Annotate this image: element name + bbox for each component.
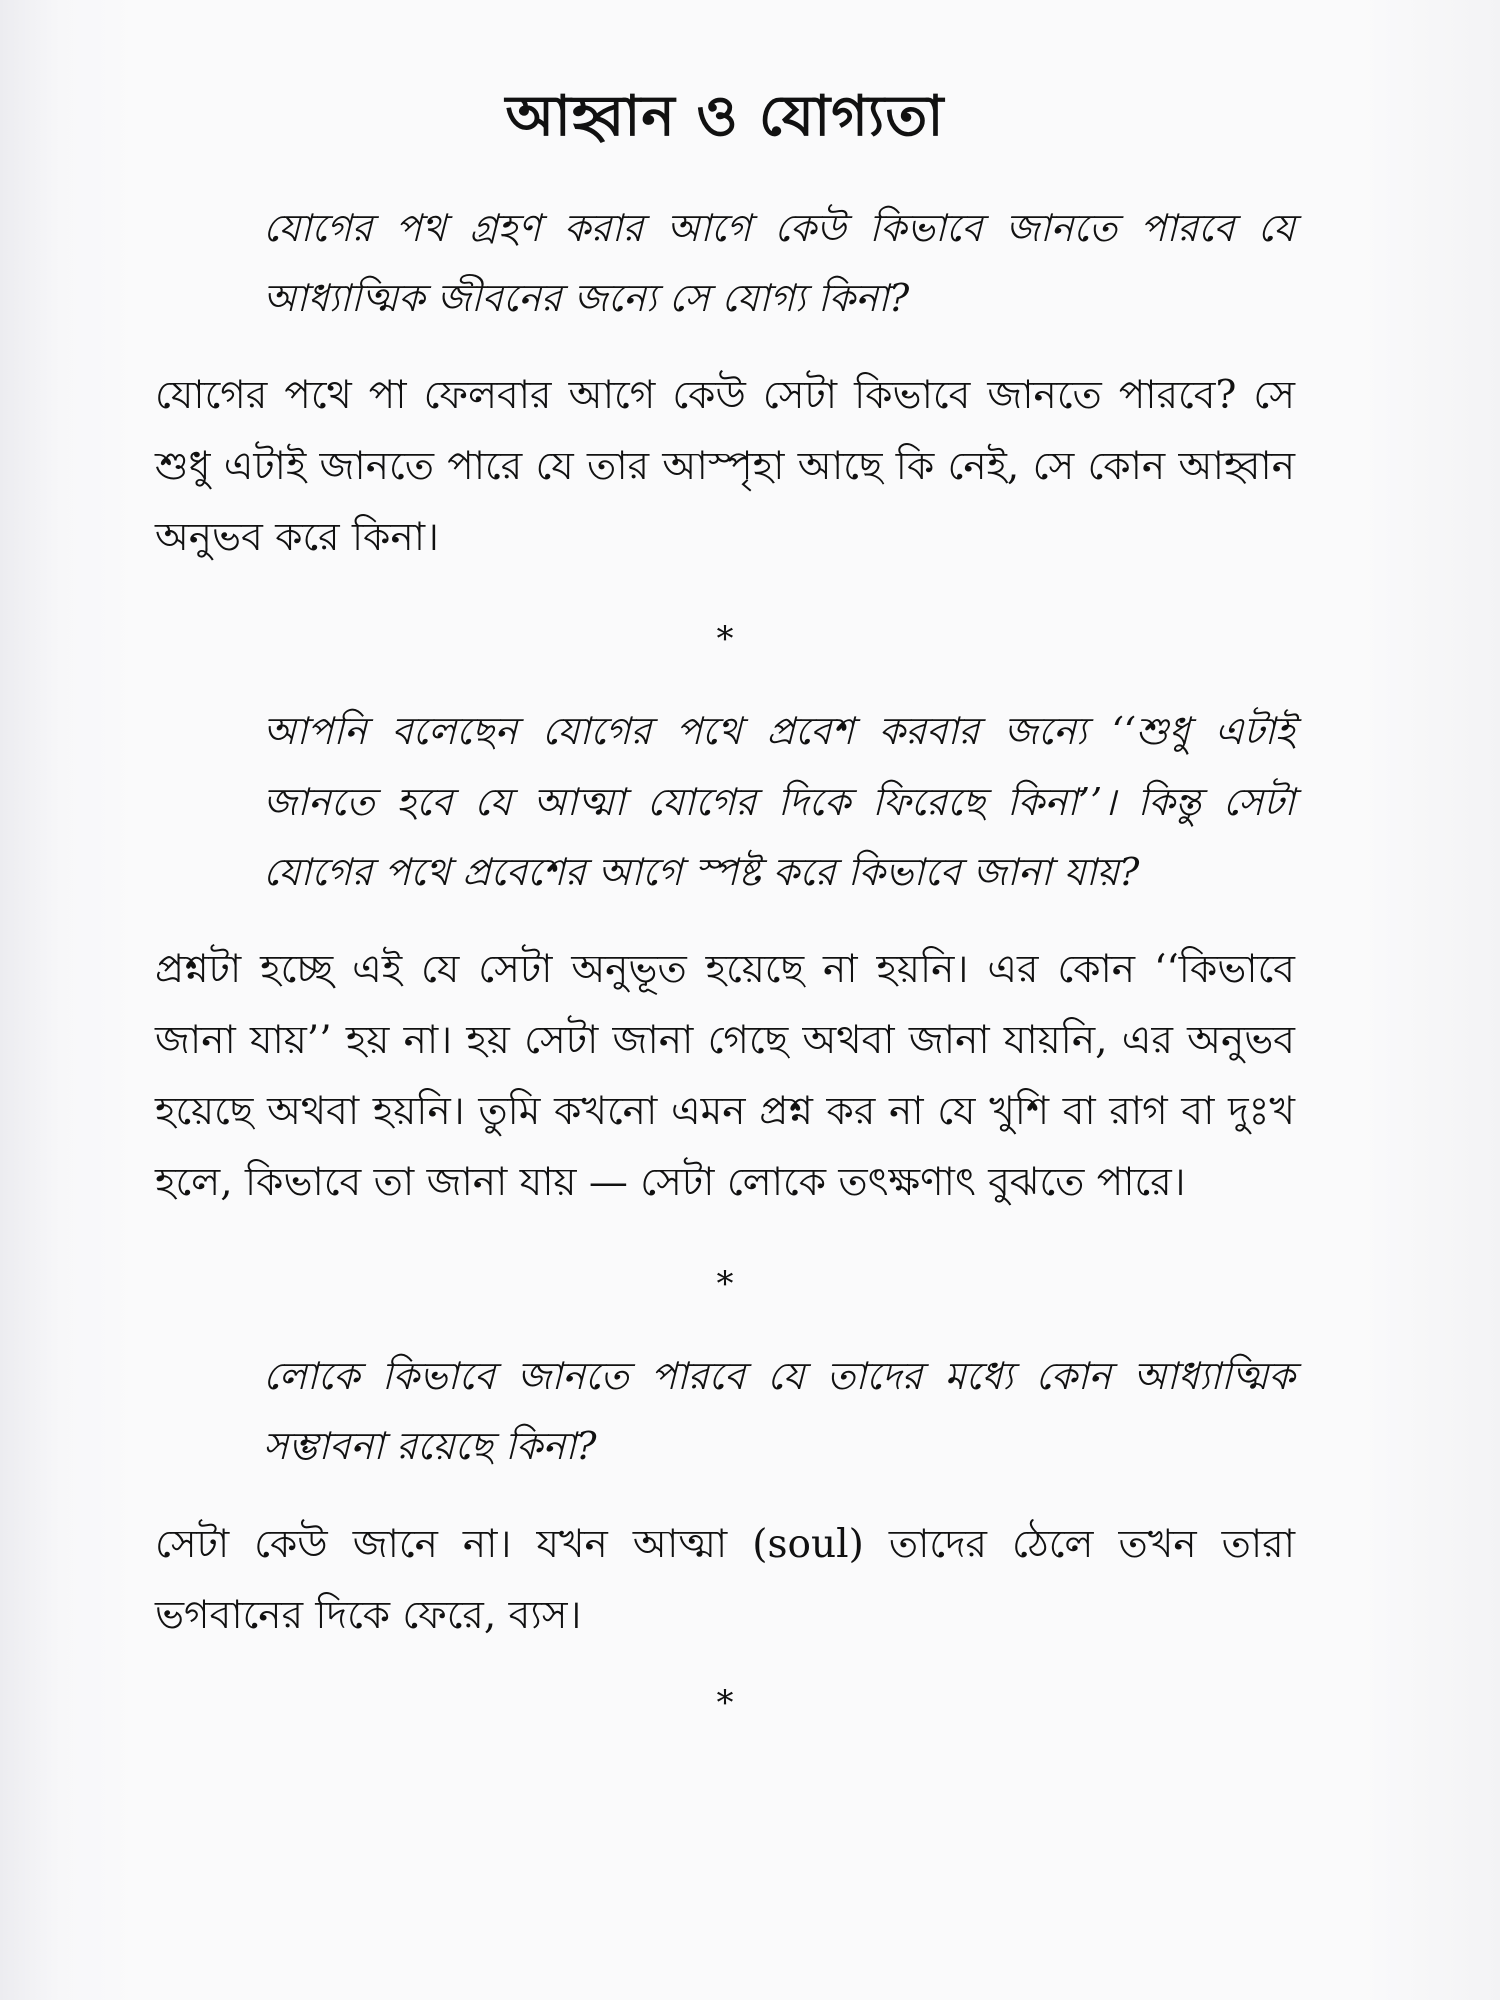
section-separator-1: *	[716, 619, 734, 660]
section-separator-3: *	[716, 1682, 734, 1723]
page-title: আহ্বান ও যোগ্যতা	[505, 83, 945, 149]
section-separator-2: *	[716, 1264, 734, 1305]
question-2: আপনি বলেছেন যোগের পথে প্রবেশ করবার জন্যে ‘‘শুধু এটাই জানতে হবে যে আত্মা যোগের দিকে ফিরেছে কিনা’’। কিন্তু সেটা যোগের পথে প্রবেশের আগে স্পষ্ট করে কিভাবে জানা যায়?	[263, 709, 1295, 894]
answer-1: যোগের পথে পা ফেলবার আগে কেউ সেটা কিভাবে জানতে পারবে? সে শুধু এটাই জানতে পারে যে তার আস্পৃহা আছে কি নেই, সে কোন আহ্বান অনুভব করে কিনা।	[155, 373, 1295, 561]
answer-2: প্রশ্নটা হচ্ছে এই যে সেটা অনুভূত হয়েছে না হয়নি। এর কোন ‘‘কিভাবে জানা যায়’’ হয় না। হয় সেটা জানা গেছে অথবা জানা যায়নি, এর অনুভব হয়েছে অথবা হয়নি। তুমি কখনো এমন প্রশ্ন কর না যে খুশি বা রাগ বা দুঃখ হলে, কিভাবে তা জানা যায় — সেটা লোকে তৎক্ষণাৎ বুঝতে পারে।	[155, 947, 1295, 1206]
question-1: যোগের পথ গ্রহণ করার আগে কেউ কিভাবে জানতে পারবে যে আধ্যাত্মিক জীবনের জন্যে সে যোগ্য কিনা?	[263, 205, 1295, 321]
answer-3: সেটা কেউ জানে না। যখন আত্মা (soul) তাদের ঠেলে তখন তারা ভগবানের দিকে ফেরে, ব্যস।	[155, 1521, 1295, 1638]
page-content	[155, 80, 1295, 1723]
question-3: লোকে কিভাবে জানতে পারবে যে তাদের মধ্যে কোন আধ্যাত্মিক সম্ভাবনা রয়েছে কিনা?	[263, 1354, 1295, 1469]
